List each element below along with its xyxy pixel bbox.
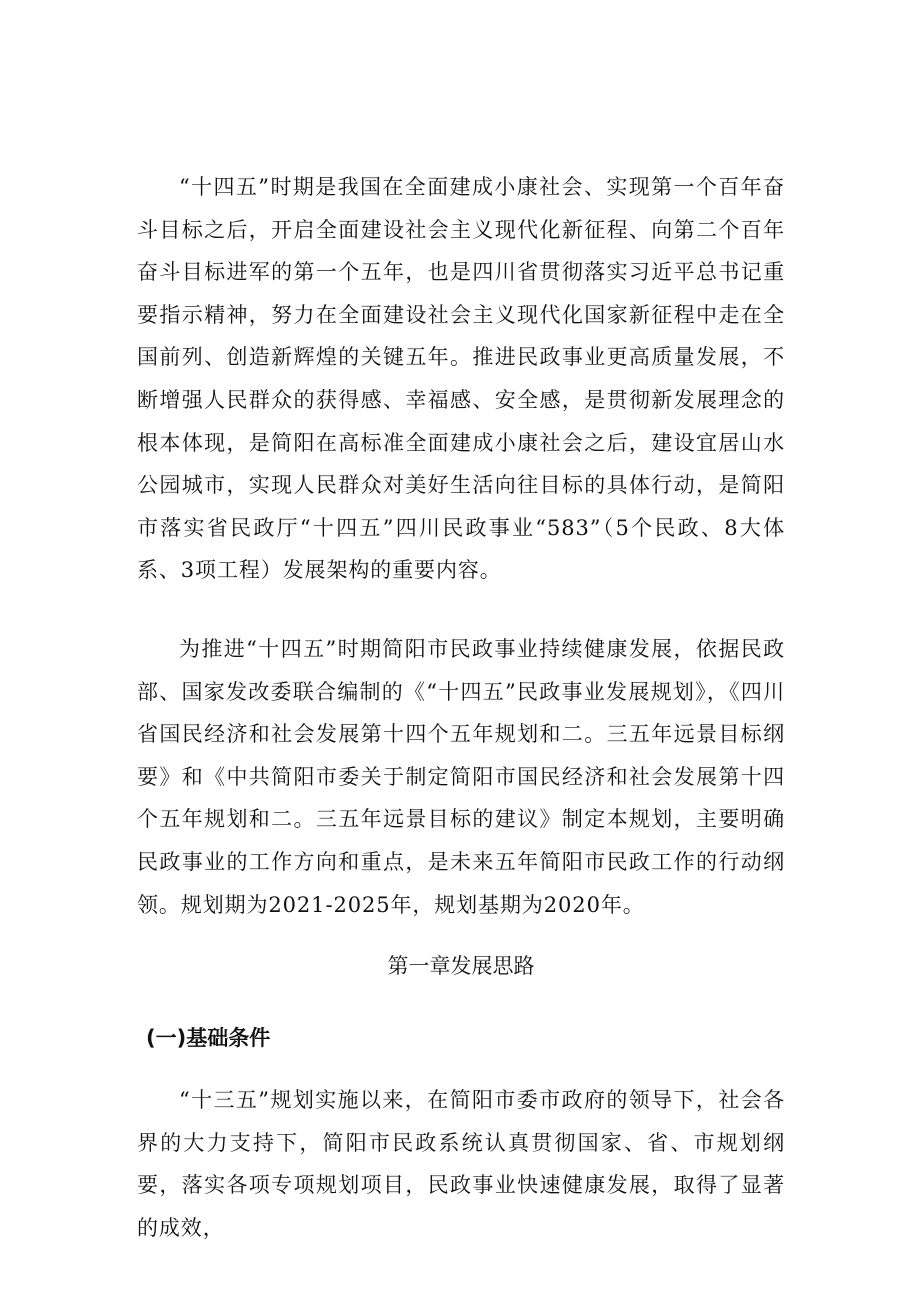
- section-heading: (一)基础条件: [146, 1026, 271, 1050]
- body-paragraph-basis: 为推进“十四五”时期简阳市民政事业持续健康发展，依据民政部、国家发改委联合编制的《“十四五”民政事业发展规划》，《四川省国民经济和社会发展第十四个五年规划和二。三五年远景目标纲要》和《中共简阳市委关于制定简阳市国民经济和社会发展第十四个五年规划和二。三五年远景目标的建议》制定本规划，主要明确民政事业的工作方向和重点，是未来五年简阳市民政工作的行动纲领。规划期为2021-2025年，规划基期为2020年。: [137, 637, 785, 917]
- body-paragraph-intro: “十四五”时期是我国在全面建成小康社会、实现第一个百年奋斗目标之后，开启全面建设社会主义现代化新征程、向第二个百年奋斗目标进军的第一个五年，也是四川省贯彻落实习近平总书记重要指示精神，努力在全面建设社会主义现代化国家新征程中走在全国前列、创造新辉煌的关键五年。推进民政事业更高质量发展，不断增强人民群众的获得感、幸福感、安全感，是贯彻新发展理念的根本体现，是简阳在高标准全面建成小康社会之后，建设宜居山水公园城市，实现人民群众对美好生活向往目标的具体行动，是简阳市落实省民政厅“十四五”四川民政事业“583”（5个民政、8大体系、3项工程）发展架构的重要内容。: [137, 175, 785, 583]
- chapter-title: 第一章发展思路: [387, 954, 535, 978]
- body-paragraph-foundation: “十三五”规划实施以来，在简阳市委市政府的领导下，社会各界的大力支持下，简阳市民政系统认真贯彻国家、省、市规划纲要，落实各项专项规划项目，民政事业快速健康发展，取得了显著的成效，: [137, 1088, 785, 1240]
